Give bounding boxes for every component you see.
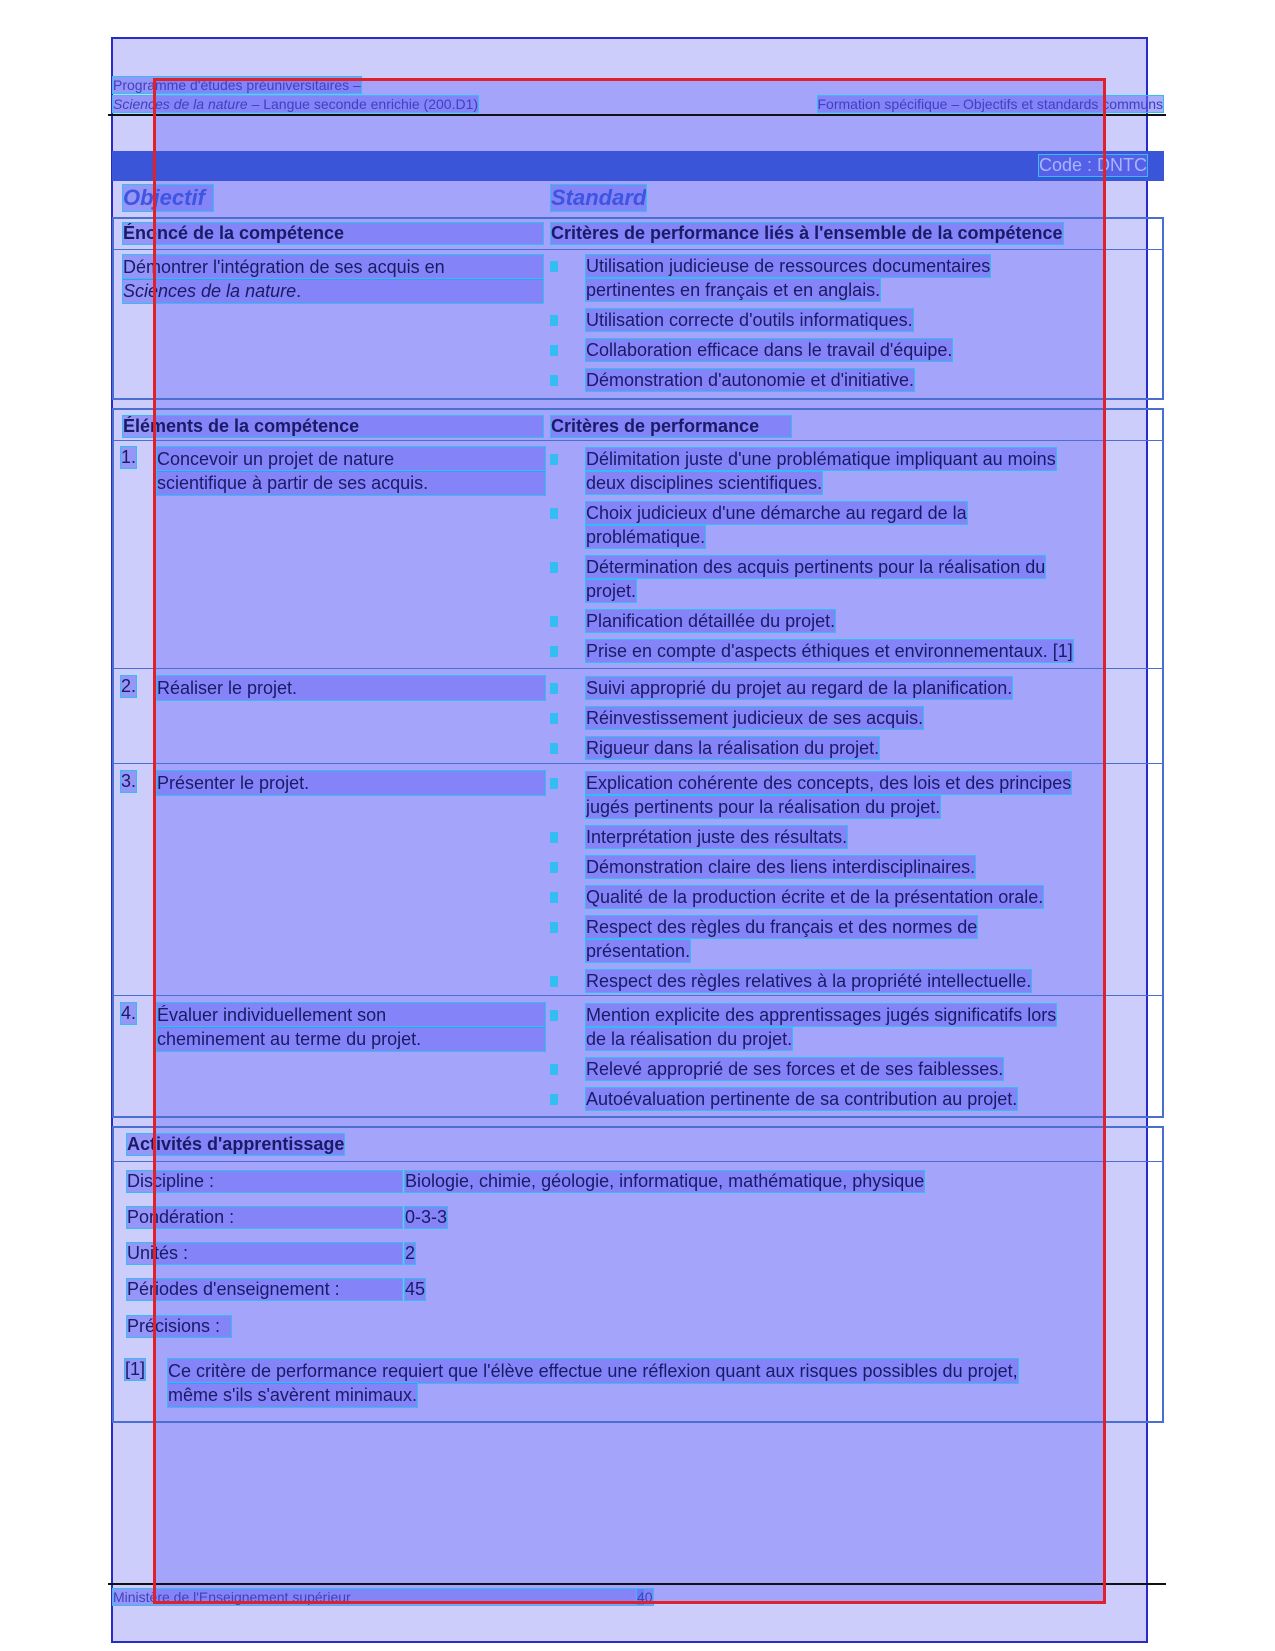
bullet-icon [551, 744, 557, 753]
criterion-item [586, 254, 1146, 302]
standard-heading: Standard [551, 185, 647, 210]
code-bar [112, 151, 1164, 181]
bullet-icon [551, 863, 557, 872]
activites-title: Activités d'apprentissage [127, 1134, 345, 1154]
bullet-icon [551, 684, 557, 693]
element-number-label: 4. [121, 1003, 137, 1023]
element-text [157, 771, 545, 795]
course-code: Code : DNTC [1038, 155, 1147, 175]
criterion-item [586, 1057, 1146, 1081]
bullet-icon [551, 647, 557, 656]
header-program: Programme d'études préuniversitaires – [113, 77, 361, 93]
activite-value-text: Biologie, chimie, géologie, informatique, mathématique, physique [405, 1171, 925, 1191]
bullet-icon [551, 316, 557, 325]
activite-label-text: Unités : [127, 1243, 402, 1264]
criterion-line: Respect des règles relatives à la propriété intellectuelle. [586, 971, 1032, 991]
criterion-line: Mention explicite des apprentissages jugés significatifs lors [586, 1005, 1057, 1025]
criterion-line: Interprétation juste des résultats. [586, 827, 848, 847]
elements-criteria-title: Critères de performance [551, 416, 791, 437]
bullet-icon [551, 376, 557, 385]
criterion-line: projet. [586, 581, 637, 601]
enonce-text: Démontrer l'intégration de ses acquis en Sciences de la nature. [123, 255, 543, 303]
criterion-line: Utilisation correcte d'outils informatiques. [586, 310, 913, 330]
header-section: Formation spécifique – Objectifs et standards communs [817, 96, 1163, 112]
criterion-item [586, 915, 1146, 963]
bullet-icon [551, 1065, 557, 1074]
bullet-icon [551, 1095, 557, 1104]
element-text [157, 447, 545, 495]
element-divider-1 [112, 668, 1164, 669]
criterion-item [586, 501, 1146, 549]
criterion-item [586, 639, 1146, 663]
criterion-line: Rigueur dans la réalisation du projet. [586, 738, 880, 758]
precisions-label: Précisions : [127, 1316, 231, 1337]
criterion-line: Prise en compte d'aspects éthiques et environnementaux. [1] [586, 641, 1073, 661]
bullet-icon [551, 617, 557, 626]
enonce-title: Énoncé de la compétence [123, 223, 543, 244]
element-text-line: cheminement au terme du projet. [157, 1027, 545, 1051]
element-number [121, 1003, 136, 1024]
criterion-line: de la réalisation du projet. [586, 1029, 793, 1049]
bullet-icon [551, 833, 557, 842]
criterion-line: Respect des règles du français et des normes de [586, 917, 978, 937]
criterion-line: Qualité de la production écrite et de la présentation orale. [586, 887, 1044, 907]
footer-rule [108, 1583, 1166, 1585]
bullet-icon [551, 563, 557, 572]
bullet-icon [551, 262, 557, 271]
footnote-text: Ce critère de performance requiert que l'élève effectue une réflexion quant aux risques possibles du projet, même s'ils s'avèrent minimaux. [168, 1361, 1018, 1405]
bullet-icon [551, 779, 557, 788]
activite-value-text: 0-3-3 [405, 1207, 448, 1227]
element-text-line: scientifique à partir de ses acquis. [157, 471, 545, 495]
criterion-item [586, 736, 1146, 760]
criterion-line: Détermination des acquis pertinents pour la réalisation du [586, 557, 1046, 577]
objectif-heading: Objectif [123, 185, 213, 211]
element-text-line: Évaluer individuellement son [157, 1003, 545, 1027]
bullet-icon [551, 346, 557, 355]
activite-value-text: 2 [405, 1243, 416, 1263]
activite-label-text: Pondération : [127, 1207, 402, 1228]
criterion-line: Collaboration efficace dans le travail d'équipe. [586, 340, 953, 360]
criterion-item [586, 555, 1146, 603]
activite-value [405, 1243, 415, 1264]
criterion-line: Relevé approprié de ses forces et de ses faiblesses. [586, 1059, 1004, 1079]
criterion-item [586, 676, 1146, 700]
activite-label [127, 1171, 402, 1192]
activite-label [127, 1279, 402, 1300]
criterion-item [586, 338, 1146, 362]
criterion-line: Suivi approprié du projet au regard de la planification. [586, 678, 1013, 698]
criterion-item [586, 1003, 1146, 1051]
element-text [157, 1003, 545, 1051]
criterion-line: Explication cohérente des concepts, des lois et des principes [586, 773, 1072, 793]
criterion-line: deux disciplines scientifiques. [586, 473, 823, 493]
activite-label-text: Périodes d'enseignement : [127, 1279, 402, 1300]
activite-value [405, 1207, 447, 1228]
bullet-icon [551, 455, 557, 464]
criterion-item [586, 855, 1146, 879]
bullet-icon [551, 893, 557, 902]
element-text-line: Réaliser le projet. [157, 676, 545, 700]
criterion-line: problématique. [586, 527, 706, 547]
criterion-item [586, 706, 1146, 730]
activite-label-text: Discipline : [127, 1171, 402, 1192]
activite-label [127, 1243, 402, 1264]
criterion-line: Délimitation juste d'une problématique impliquant au moins [586, 449, 1056, 469]
activites-divider [112, 1161, 1164, 1162]
criterion-line: Choix judicieux d'une démarche au regard de la [586, 503, 967, 523]
elements-divider [112, 440, 1164, 441]
criterion-line: jugés pertinents pour la réalisation du projet. [586, 797, 941, 817]
element-number [121, 676, 136, 697]
criterion-line: Planification détaillée du projet. [586, 611, 836, 631]
element-text [157, 676, 545, 700]
criterion-item [586, 447, 1146, 495]
criterion-item [586, 771, 1146, 819]
bullet-icon [551, 977, 557, 986]
header-program-title: Sciences de la nature – Langue seconde enrichie (200.D1) [113, 96, 479, 112]
criterion-item [586, 308, 1146, 332]
footnote-number: [1] [125, 1359, 146, 1379]
element-number-label: 1. [121, 447, 137, 467]
criterion-line: Réinvestissement judicieux de ses acquis. [586, 708, 924, 728]
bullet-icon [551, 509, 557, 518]
criterion-line: Démonstration claire des liens interdisciplinaires. [586, 857, 976, 877]
enonce-divider [112, 249, 1164, 250]
enonce-criteria-title: Critères de performance liés à l'ensemble de la compétence [551, 223, 1063, 243]
header-rule [108, 114, 1166, 116]
page-number: 40 [637, 1589, 653, 1605]
element-number [121, 771, 136, 792]
element-text-line: Concevoir un projet de nature [157, 447, 545, 471]
criterion-item [586, 609, 1146, 633]
criterion-line: présentation. [586, 941, 691, 961]
bullet-icon [551, 714, 557, 723]
criterion-item [586, 825, 1146, 849]
bullet-icon [551, 923, 557, 932]
footer-ministry: Ministère de l'Enseignement supérieur [113, 1589, 643, 1605]
element-number-label: 2. [121, 676, 137, 696]
element-divider-3 [112, 995, 1164, 996]
criterion-line: Autoévaluation pertinente de sa contribution au projet. [586, 1089, 1018, 1109]
activite-value [405, 1279, 425, 1300]
element-text-line: Présenter le projet. [157, 771, 545, 795]
element-number-label: 3. [121, 771, 137, 791]
criterion-line: Utilisation judicieuse de ressources documentaires [586, 256, 991, 276]
activite-value [405, 1171, 924, 1192]
element-number [121, 447, 136, 468]
activite-label [127, 1207, 402, 1228]
elements-title: Éléments de la compétence [123, 416, 543, 437]
criterion-line: pertinentes en français et en anglais. [586, 280, 881, 300]
criterion-item [586, 1087, 1146, 1111]
criterion-item [586, 368, 1146, 392]
criterion-item [586, 885, 1146, 909]
activite-value-text: 45 [405, 1279, 426, 1299]
criterion-item [586, 969, 1146, 993]
criterion-line: Démonstration d'autonomie et d'initiative. [586, 370, 915, 390]
element-divider-2 [112, 763, 1164, 764]
bullet-icon [551, 1011, 557, 1020]
